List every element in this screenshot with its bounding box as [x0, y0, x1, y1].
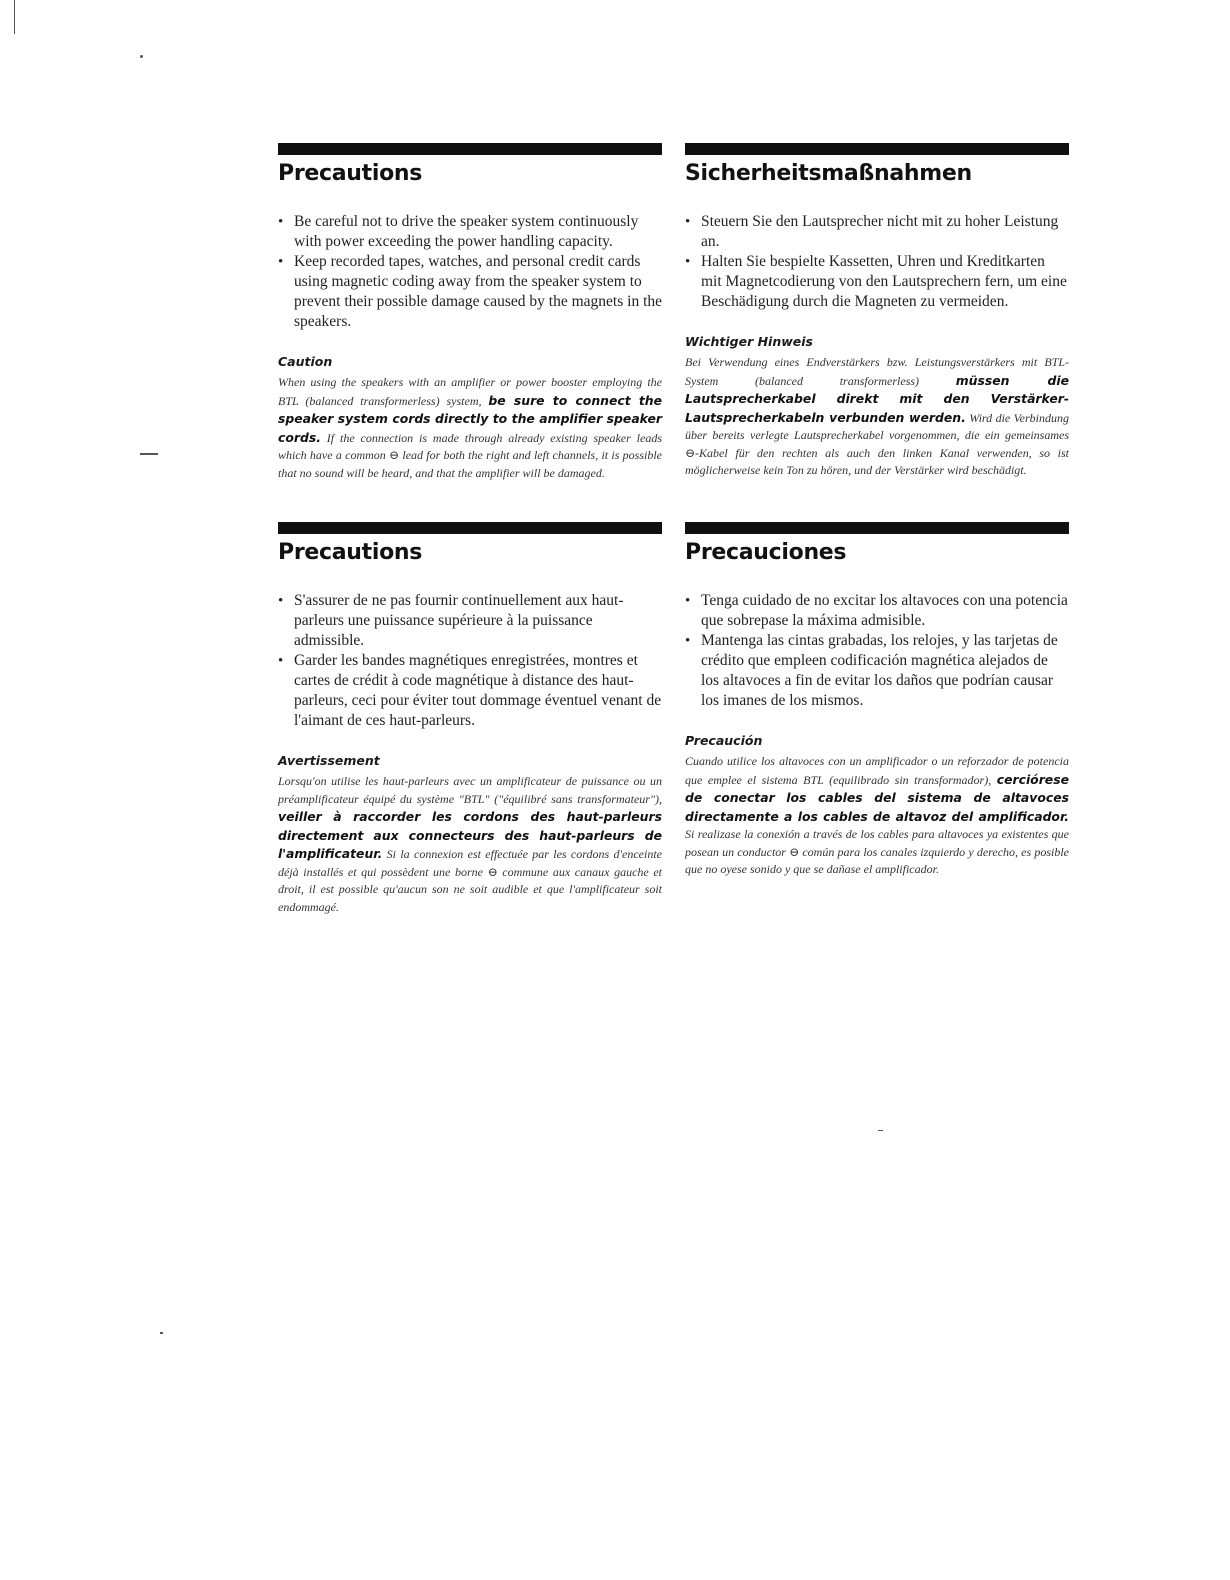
note-emphasis: cerciórese de conectar los cables del sistema de altavoces directamente a los cables de altavoz del amplificador.	[685, 771, 1069, 824]
note-text: Bei Verwendung eines Endverstärkers bzw. Leistungsverstärkers mit BTL-System (balanced transformerless)	[685, 355, 1069, 388]
bullet-item: • S'assurer de ne pas fournir continuellement aux haut-parleurs une puissance supérieure à la puissance admissible.	[278, 591, 662, 651]
note-body	[278, 374, 662, 482]
note-title: Caution	[278, 354, 333, 369]
note-text: Si la connexion est effectuée par les cordons d'enceinte déjà installés et qui possèdent une borne ⊖ commune aux canaux gauche et droit, il est possible qu'aucun son ne soit audible et que l'amplificateur soit endommagé.	[278, 847, 662, 914]
section-rule	[278, 522, 662, 534]
bullet-item: • Steuern Sie den Lautsprecher nicht mit zu hoher Leistung an.	[685, 212, 1069, 252]
note-title: Wichtiger Hinweis	[685, 334, 813, 349]
section-title: Precauciones	[685, 540, 847, 565]
scan-dash	[140, 453, 158, 455]
bullet-list	[278, 212, 662, 332]
caution-note	[685, 334, 1069, 480]
note-text: Wird die Verbindung über bereits verlegte Lautsprecherkabel vorgenommen, die ein gemeinsames ⊖-Kabel für den rechten als auch den linken Kanal verwenden, so ist möglicherweise kein Ton zu hören, und der Verstärker wird beschädigt.	[685, 410, 1069, 477]
scan-speck	[160, 1332, 163, 1334]
section-rule	[685, 143, 1069, 155]
bullet-list	[685, 212, 1069, 312]
caution-note	[685, 733, 1069, 879]
bullet-item: • Garder les bandes magnétiques enregistrées, montres et cartes de crédit à code magnétique à distance des haut-parleurs, ceci pour éviter tout dommage éventuel venant de l'aimant de ces haut-parleurs.	[278, 651, 662, 731]
scan-speck	[140, 55, 143, 58]
bullet-list	[278, 591, 662, 731]
bullet-item: • Keep recorded tapes, watches, and personal credit cards using magnetic coding away from the speaker system to prevent their possible damage caused by the magnets in the speakers.	[278, 252, 662, 332]
section-title: Precautions	[278, 161, 423, 186]
note-body	[685, 753, 1069, 879]
note-emphasis: veiller à raccorder les cordons des haut-parleurs directement aux connecteurs des haut-parleurs de l'amplificateur.	[278, 809, 662, 861]
bullet-item: • Halten Sie bespielte Kassetten, Uhren und Kreditkarten mit Magnetcodierung von den Lautsprechern fern, um eine Beschädigung durch die Magneten zu vermeiden.	[685, 252, 1069, 312]
note-text: Lorsqu'on utilise les haut-parleurs avec un amplificateur de puissance ou un préamplificateur équipé du système "BTL" ("équilibré sans transformateur"),	[278, 774, 662, 806]
note-text: When using the speakers with an amplifier or power booster employing the BTL (balanced transformerless) system,	[278, 375, 662, 408]
note-body	[278, 773, 662, 916]
section-rule	[685, 522, 1069, 534]
section-title: Sicherheitsmaßnahmen	[685, 161, 972, 186]
section-rule	[278, 143, 662, 155]
bullet-item: • Tenga cuidado de no excitar los altavoces con una potencia que sobrepase la máxima admisible.	[685, 591, 1069, 631]
bullet-item: • Be careful not to drive the speaker system continuously with power exceeding the power handling capacity.	[278, 212, 662, 252]
scan-speck	[878, 1130, 883, 1131]
scan-edge-line	[14, 0, 15, 34]
section-title: Precautions	[278, 540, 423, 565]
note-body	[685, 354, 1069, 480]
note-text: If the connection is made through already existing speaker leads which have a common ⊖ lead for both the right and left channels, it is possible that no sound will be heard, and that the amplifier will be damaged.	[278, 430, 662, 480]
caution-note	[278, 753, 662, 916]
note-text: Cuando utilice los altavoces con un amplificador o un reforzador de potencia que emplee el sistema BTL (equilibrado sin transformador),	[685, 754, 1069, 787]
section-german	[685, 143, 1069, 480]
caution-note	[278, 354, 662, 482]
note-title: Precaución	[685, 733, 763, 748]
section-french	[278, 522, 662, 916]
note-text: Si realizase la conexión a través de los cables para altavoces ya existentes que posean un conductor ⊖ común para los canales izquierdo y derecho, es posible que no oyese sonido y que se dañase el amplificador.	[685, 827, 1069, 876]
section-english	[278, 143, 662, 482]
bullet-item: • Mantenga las cintas grabadas, los relojes, y las tarjetas de crédito que empleen codificación magnética alejados de los altavoces a fin de evitar los daños que podrían causar los imanes de los mismos.	[685, 631, 1069, 711]
note-title: Avertissement	[278, 753, 380, 768]
section-spanish	[685, 522, 1069, 879]
note-emphasis: müssen die Lautsprecherkabel direkt mit den Verstärker-Lautsprecherkabeln verbunden werden.	[685, 372, 1069, 425]
bullet-list	[685, 591, 1069, 711]
note-emphasis: be sure to connect the speaker system cords directly to the amplifier speaker cords.	[278, 392, 662, 445]
